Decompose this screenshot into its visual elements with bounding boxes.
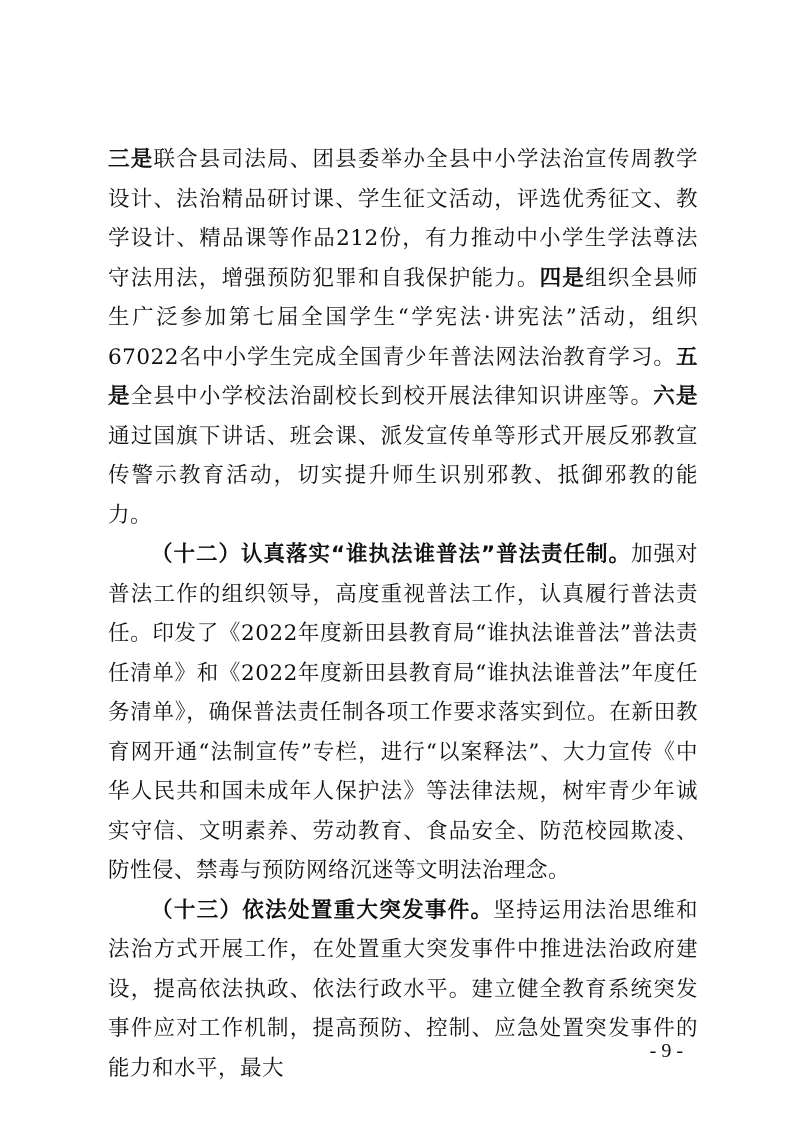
section-twelve-heading: （十二）认真落实“谁执法谁普法”普法责任制。 — [151, 542, 632, 567]
item-six-text: 通过国旗下讲话、班会课、派发宣传单等形式开展反邪教宣传警示教育活动，切实提升师生识别邪教、抵御邪教的能力。 — [108, 423, 698, 528]
document-body — [108, 140, 698, 1088]
keyword-four: 四是 — [539, 265, 586, 291]
keyword-five: 五是 — [108, 344, 698, 409]
keyword-three: 三是 — [108, 147, 154, 172]
paragraph-section-twelve — [108, 535, 698, 891]
section-twelve-text: 加强对普法工作的组织领导，高度重视普法工作，认真履行普法责任。印发了《2022年度新田县教育局“谁执法谁普法”普法责任清单》和《2022年度新田县教育局“谁执法谁普法”年度任务清单》，确保普法责任制各项工作要求落实到位。在新田教育网开通“法制宣传”专栏，进行“以案释法”、大力宣传《中华人民共和国未成年人保护法》等法律法规，树牢青少年诚实守信、文明素养、劳动教育、食品安全、防范校园欺凌、防性侵、禁毒与预防网络沉迷等文明法治理念。 — [108, 542, 698, 883]
section-thirteen-heading: （十三）依法处置重大突发事件。 — [151, 897, 494, 923]
item-four-text: 组织全县师生广泛参加第七届全国学生“学宪法·讲宪法”活动，组织67022名中小学生完成全国青少年普法网法治教育学习。 — [108, 265, 698, 370]
item-three-text: 联合县司法局、团县委举办全县中小学法治宣传周教学设计、法治精品研讨课、学生征文活动，评选优秀征文、教学设计、精品课等作品212份，有力推动中小学生学法尊法守法用法，增强预防犯罪和自我保护能力。 — [108, 147, 698, 291]
paragraph-items-three-to-six — [108, 140, 698, 535]
keyword-six: 六是 — [653, 384, 698, 409]
item-five-text: 全县中小学校法治副校长到校开展法律知识讲座等。 — [130, 384, 654, 409]
section-thirteen-text: 坚持运用法治思维和法治方式开展工作，在处置重大突发事件中推进法治政府建设，提高依法执政、依法行政水平。建立健全教育系统突发事件应对工作机制，提高预防、控制、应急处置突发事件的能力和水平，最大 — [108, 897, 698, 1081]
page-number: - 9 - — [649, 1040, 683, 1062]
